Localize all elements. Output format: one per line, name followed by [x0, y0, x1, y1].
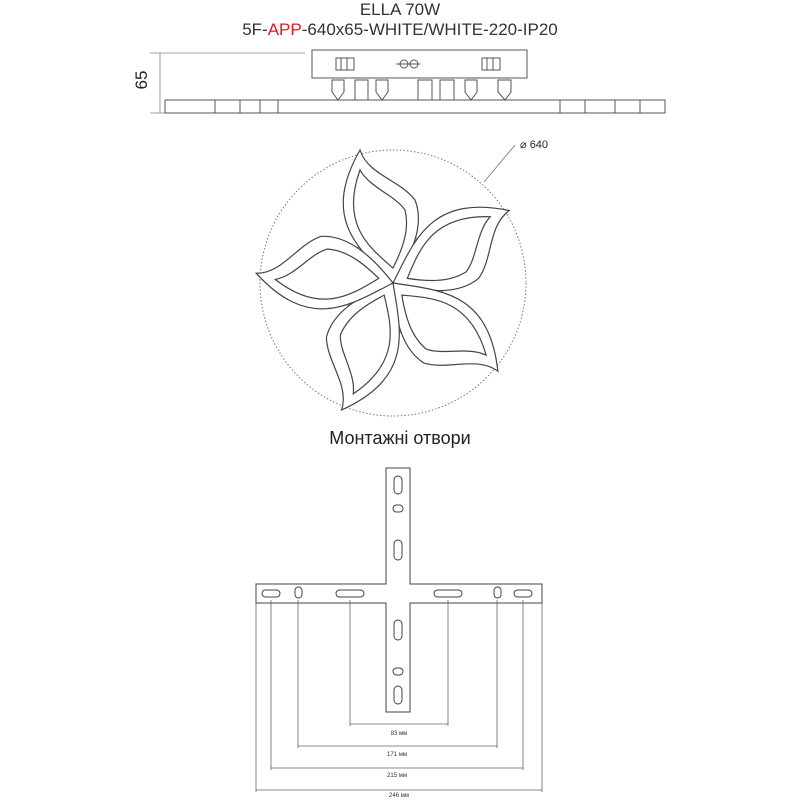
product-code-accent: APP — [267, 20, 302, 39]
vertical-slot — [394, 476, 402, 494]
dimension-lines — [256, 600, 542, 792]
dim-label-246: 246 мм — [389, 793, 409, 799]
driver-block-left — [336, 58, 354, 70]
diameter-value: 640 — [529, 139, 549, 151]
horizontal-slot — [514, 590, 532, 597]
product-code-suffix: -640x65-WHITE/WHITE-220-IP20 — [301, 20, 558, 39]
driver-block-right — [482, 58, 500, 70]
dim-label-171: 171 мм — [387, 752, 407, 758]
horizontal-slot — [262, 590, 280, 597]
horizontal-slot — [336, 590, 364, 597]
height-dimension-label: 65 — [132, 70, 151, 90]
top-view — [251, 145, 527, 420]
vertical-slot — [394, 620, 402, 640]
dim-label-215: 215 мм — [387, 773, 407, 779]
mounting-holes-title: Монтажні отвори — [329, 428, 471, 448]
side-view — [150, 50, 665, 113]
petals — [251, 150, 527, 420]
round-hole — [295, 587, 302, 598]
product-model-title: ELLA 70W — [359, 0, 441, 19]
vertical-slot-small — [393, 668, 403, 675]
round-hole — [494, 587, 501, 598]
diameter-leader-line — [484, 145, 515, 182]
vertical-slot-small — [393, 505, 403, 512]
vertical-slot — [394, 686, 402, 704]
mounting-bracket — [256, 468, 542, 712]
dim-label-83: 83 мм — [390, 731, 408, 737]
product-code-prefix: 5F- — [242, 20, 268, 39]
connectors — [332, 80, 511, 100]
horizontal-slot — [434, 590, 462, 597]
vertical-slot — [394, 540, 402, 560]
diameter-symbol: ⌀ — [520, 139, 527, 151]
